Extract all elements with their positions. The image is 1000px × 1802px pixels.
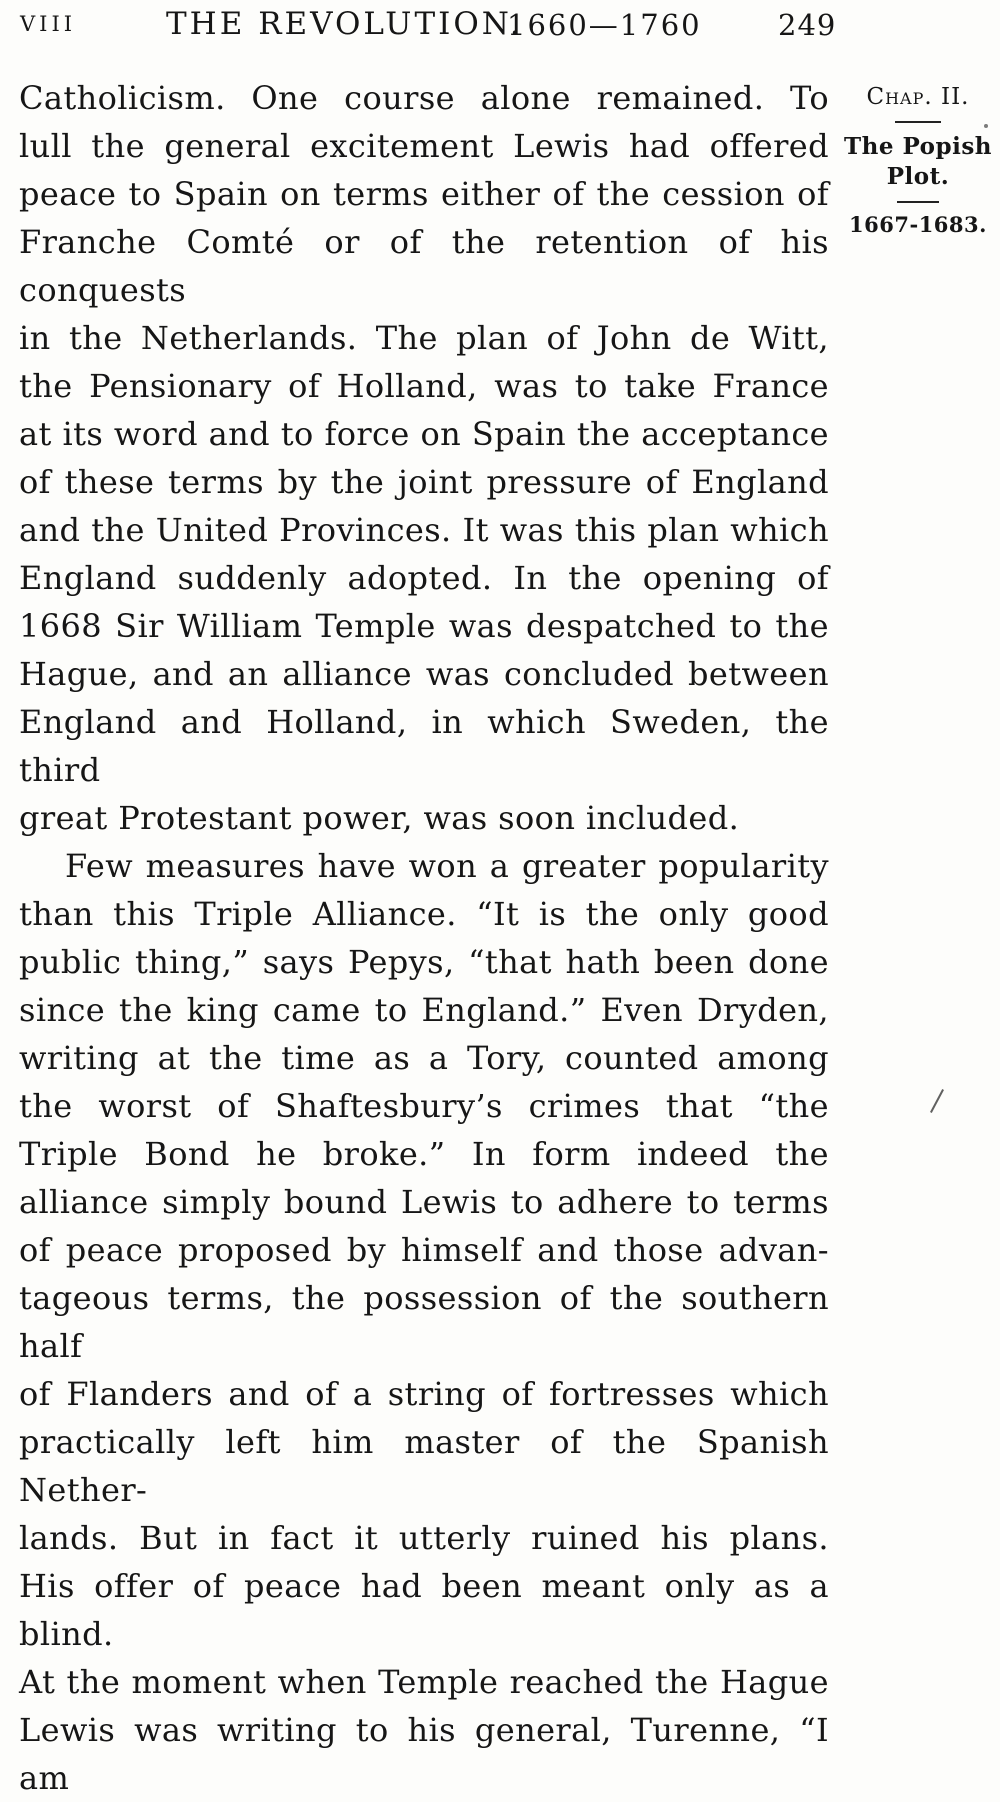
text-line: alliance simply bound Lewis to adhere to terms bbox=[19, 1183, 829, 1221]
margin-years: 1667-1683. bbox=[849, 212, 987, 237]
margin-rule bbox=[895, 121, 941, 123]
text-line: and the United Provinces. It was this plan which bbox=[19, 511, 829, 549]
text-line: tageous terms, the possession of the southern half bbox=[19, 1279, 829, 1365]
text-line: of peace proposed by himself and those advan- bbox=[19, 1231, 829, 1269]
text-line: Catholicism. One course alone remained. To bbox=[19, 79, 829, 117]
chapter-numeral: VIII bbox=[20, 12, 77, 36]
header-date-range: 1660—1760 bbox=[507, 8, 702, 42]
text-line: lull the general excitement Lewis had offered bbox=[19, 127, 829, 165]
text-line: His offer of peace had been meant only as a blind. bbox=[19, 1567, 829, 1653]
margin-subject-line2: Plot. bbox=[886, 163, 950, 190]
text-line: in the Netherlands. The plan of John de Witt, bbox=[19, 319, 829, 357]
text-line: writing at the time as a Tory, counted among bbox=[19, 1039, 829, 1077]
text-line: the Pensionary of Holland, was to take France bbox=[19, 367, 829, 405]
scan-artifact-dot bbox=[984, 124, 988, 128]
body-text bbox=[19, 74, 829, 1802]
text-line: Franche Comté or of the retention of his conquests bbox=[19, 223, 829, 309]
text-line: public thing,” says Pepys, “that hath been done bbox=[19, 943, 829, 981]
running-header bbox=[0, 0, 1000, 60]
scan-artifact-mark bbox=[930, 1089, 944, 1113]
paragraph bbox=[19, 74, 829, 842]
text-line: Hague, and an alliance was concluded between bbox=[19, 655, 829, 693]
paragraph bbox=[19, 842, 829, 1802]
text-line: of Flanders and of a string of fortresses which bbox=[19, 1375, 829, 1413]
text-line: peace to Spain on terms either of the cession of bbox=[19, 175, 829, 213]
text-line: Triple Bond he broke.” In form indeed the bbox=[19, 1135, 829, 1173]
text-line: than this Triple Alliance. “It is the only good bbox=[19, 895, 829, 933]
page-title: THE REVOLUTION. bbox=[166, 6, 523, 42]
text-line: At the moment when Temple reached the Hague bbox=[19, 1663, 829, 1701]
text-line: England and Holland, in which Sweden, the third bbox=[19, 703, 829, 789]
text-line: 1668 Sir William Temple was despatched to the bbox=[19, 607, 829, 645]
page-number: 249 bbox=[778, 8, 837, 42]
text-line: the worst of Shaftesbury’s crimes that “the bbox=[19, 1087, 829, 1125]
margin-note bbox=[843, 84, 993, 237]
text-line: England suddenly adopted. In the opening of bbox=[19, 559, 829, 597]
text-line: Few measures have won a greater popularity bbox=[65, 847, 829, 885]
text-line: practically left him master of the Spanish Nether- bbox=[19, 1423, 829, 1509]
text-line: Lewis was writing to his general, Turenne, “I am bbox=[19, 1711, 829, 1797]
margin-chapter-label: Chap. II. bbox=[866, 84, 970, 110]
text-line: since the king came to England.” Even Dryden, bbox=[19, 991, 829, 1029]
text-line: lands. But in fact it utterly ruined his plans. bbox=[19, 1519, 829, 1557]
text-line: great Protestant power, was soon included. bbox=[19, 799, 740, 837]
text-line: of these terms by the joint pressure of England bbox=[19, 463, 829, 501]
margin-rule bbox=[897, 201, 939, 203]
text-line: at its word and to force on Spain the acceptance bbox=[19, 415, 829, 453]
margin-subject-line1: The Popish bbox=[844, 133, 992, 160]
margin-subject bbox=[843, 132, 993, 192]
